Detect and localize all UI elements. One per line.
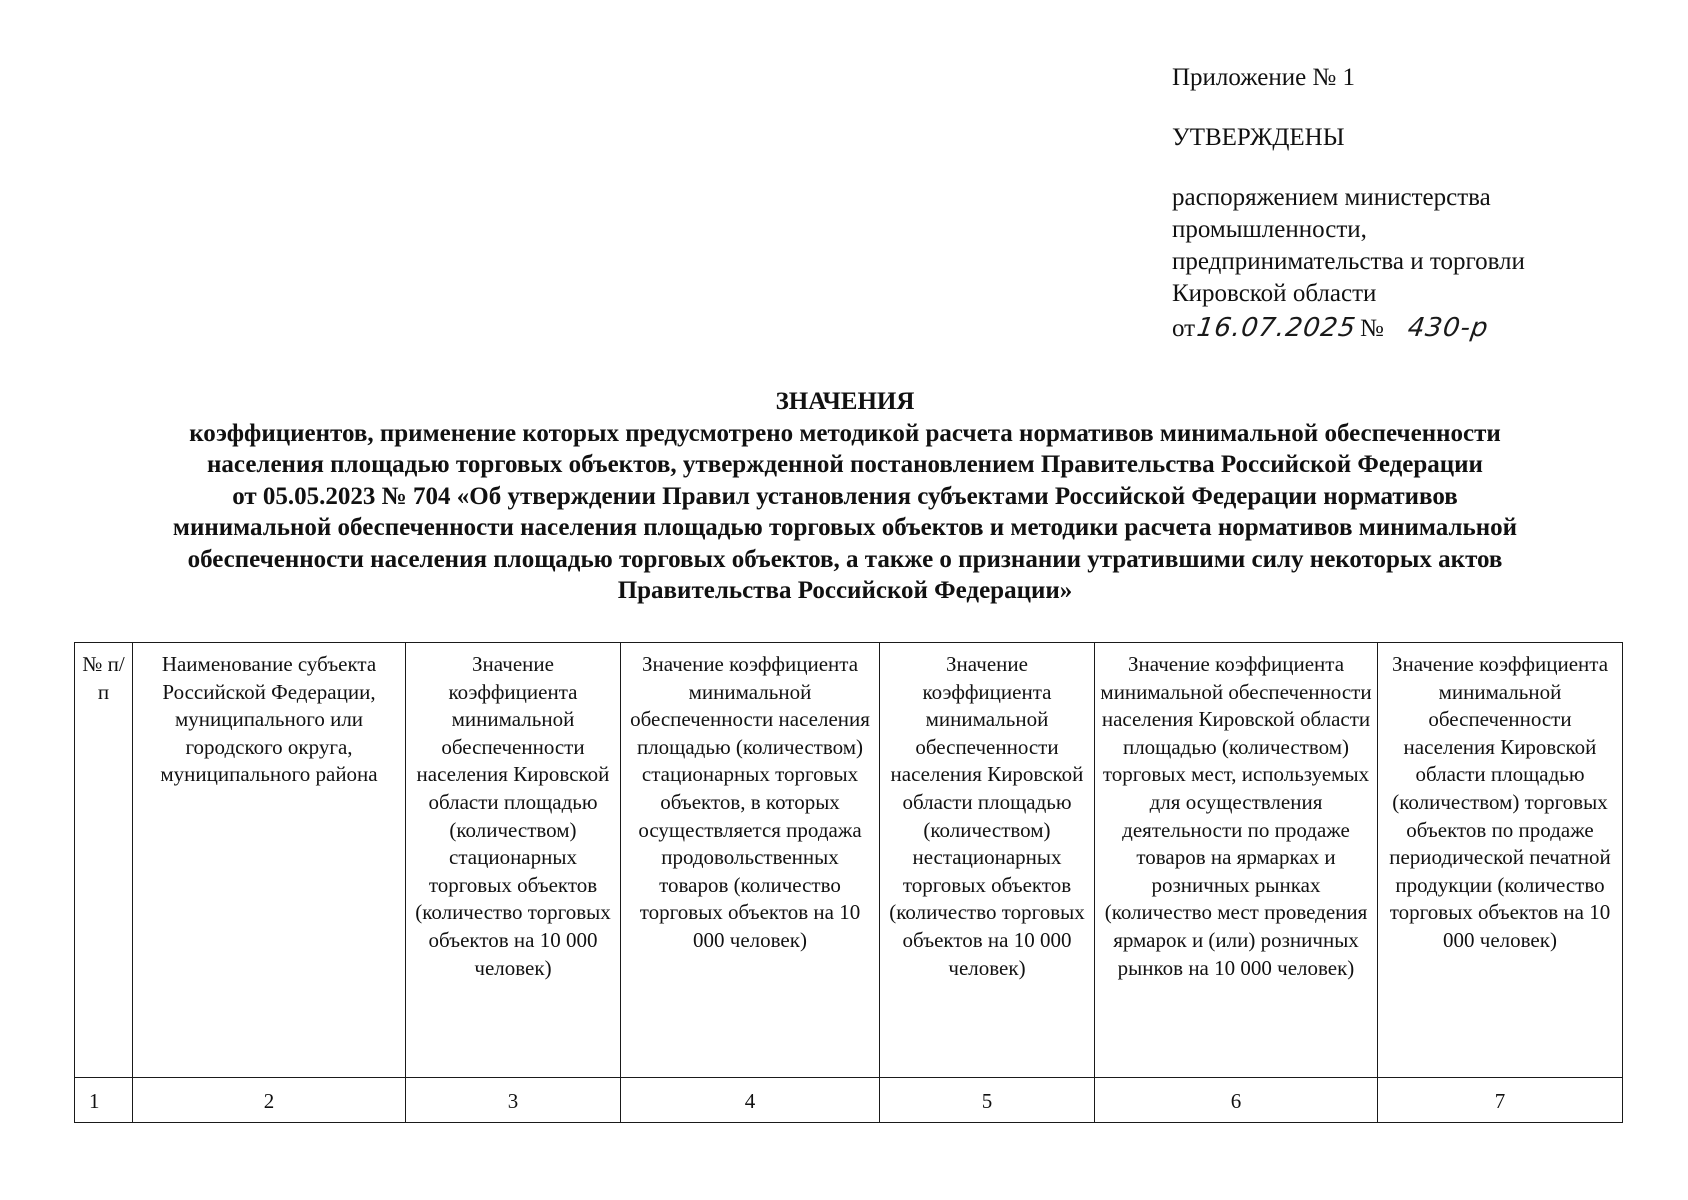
subtitle-line: обеспеченности населения площадью торговых объектов, а также о признании утратившими силу некоторых актов bbox=[187, 545, 1503, 573]
column-number-cell: 4 bbox=[621, 1078, 880, 1123]
column-number-cell: 6 bbox=[1095, 1078, 1378, 1123]
approval-block bbox=[1172, 62, 1602, 345]
column-number-cell: 2 bbox=[133, 1078, 406, 1123]
column-number-cell: 3 bbox=[406, 1078, 621, 1123]
date-prefix: от bbox=[1172, 315, 1196, 342]
subtitle-line: от 05.05.2023 № 704 «Об утверждении Правил установления субъектами Российской Федерации нормативов bbox=[232, 482, 1458, 510]
subtitle-line: минимальной обеспеченности населения площадью торговых объектов и методики расчета нормативов минимальной bbox=[172, 514, 1518, 541]
header-cell-food: Значение коэффициента минимальной обеспеченности населения площадью (количеством) стационарных торговых объектов, в которых осуществляется продажа продовольственных товаров (количество торговых объектов на 10 000 человек) bbox=[621, 643, 880, 1078]
header-cell-number: № п/п bbox=[75, 643, 133, 1078]
column-number-cell: 7 bbox=[1378, 1078, 1623, 1123]
handwritten-number: 430-р bbox=[1405, 313, 1491, 343]
issuer-line: Кировской области bbox=[1172, 280, 1377, 307]
header-cell-fairs-markets: Значение коэффициента минимальной обеспеченности населения Кировской области площадью (количеством) торговых мест, используемых для осуществления деятельности по продаже товаров на ярмарках и розничных рынках (количество мест проведения ярмарок и (или) розничных рынков на 10 000 человек) bbox=[1095, 643, 1378, 1078]
approved-label: УТВЕРЖДЕНЫ bbox=[1172, 124, 1345, 151]
column-number-cell: 1 bbox=[75, 1078, 133, 1123]
handwritten-date: 16.07.2025 bbox=[1195, 313, 1359, 343]
issuer-line: предпринимательства и торговли bbox=[1172, 248, 1525, 275]
column-number-cell: 5 bbox=[880, 1078, 1095, 1123]
header-cell-periodicals: Значение коэффициента минимальной обеспеченности населения Кировской области площадью (количеством) торговых объектов по продаже периодической печатной продукции (количество торговых объектов на 10 000 человек) bbox=[1378, 643, 1623, 1078]
issuer bbox=[1172, 182, 1602, 310]
column-number-row bbox=[75, 1078, 1623, 1123]
issuer-line: распоряжением министерства bbox=[1172, 184, 1491, 211]
document-title bbox=[40, 386, 1650, 607]
table-header-row bbox=[75, 643, 1623, 1078]
title-heading: ЗНАЧЕНИЯ bbox=[775, 388, 915, 415]
appendix-label: Приложение № 1 bbox=[1172, 64, 1356, 91]
subtitle-line: Правительства Российской Федерации» bbox=[617, 577, 1073, 604]
subtitle-line: населения площадью торговых объектов, утвержденной постановлением Правительства Российской Федерации bbox=[207, 451, 1483, 478]
header-cell-nonstationary: Значение коэффициента минимальной обеспеченности населения Кировской области площадью (количеством) нестационарных торговых объектов (количество торговых объектов на 10 000 человек) bbox=[880, 643, 1095, 1078]
issuer-line: промышленности, bbox=[1172, 216, 1367, 243]
header-cell-stationary: Значение коэффициента минимальной обеспеченности населения Кировской области площадью (количеством) стационарных торговых объектов (количество торговых объектов на 10 000 человек) bbox=[406, 643, 621, 1078]
date-number-line bbox=[1172, 312, 1602, 345]
number-sign: № bbox=[1359, 315, 1384, 342]
coefficients-table bbox=[74, 642, 1623, 1123]
subtitle-line: коэффициентов, применение которых предусмотрено методикой расчета нормативов минимальной обеспеченности bbox=[189, 419, 1501, 447]
header-cell-name: Наименование субъекта Российской Федерации, муниципального или городского округа, муниципального района bbox=[133, 643, 406, 1078]
